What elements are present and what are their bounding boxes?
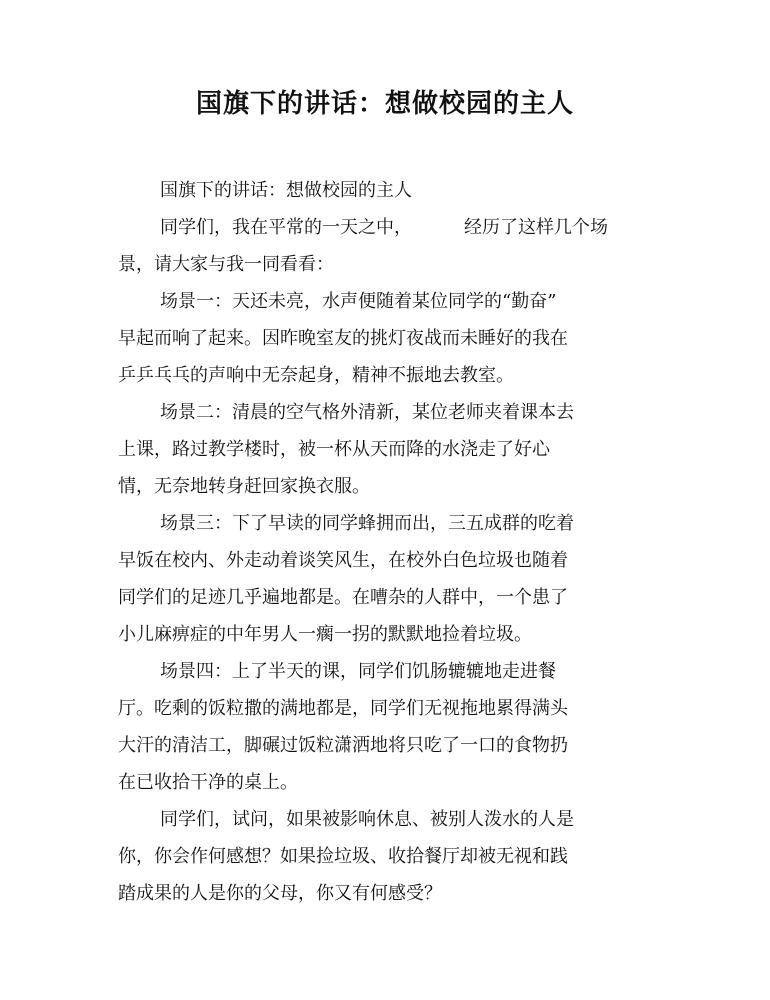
document-title: 国旗下的讲话：想做校园的主人: [195, 89, 574, 119]
paragraph: [118, 505, 658, 653]
text-line: 场景二：清晨的空气格外清新，某位老师夹着课本去: [160, 402, 574, 423]
text-line: 乒乒乓乓的声响中无奈起身，精神不振地去教室。: [118, 365, 514, 386]
text-line: 早起而响了起来。因昨晚室友的挑灯夜战而未睡好的我在: [118, 328, 568, 349]
text-line: 国旗下的讲话：想做校园的主人: [160, 180, 412, 201]
text-line: 场景三：下了早读的同学蜂拥而出，三五成群的吃着: [160, 513, 574, 534]
text-line: 同学们，试问，如果被影响休息、被别人泼水的人是: [160, 809, 574, 830]
paragraph: [118, 172, 658, 209]
document-body: [118, 172, 658, 912]
text-line: [118, 209, 658, 246]
text-line: 场景四：上了半天的课，同学们饥肠辘辘地走进餐: [160, 661, 556, 682]
text-segment: 经历了这样几个场: [464, 217, 608, 238]
text-line: 场景一：天还未亮，水声便随着某位同学的“勤奋”: [160, 291, 557, 312]
text-line: 上课，路过教学楼时，被一杯从天而降的水浇走了好心: [118, 439, 550, 460]
text-line: 早饭在校内、外走动着谈笑风生，在校外白色垃圾也随着: [118, 550, 568, 571]
text-line: 你，你会作何感想？如果捡垃圾、收拾餐厅却被无视和践: [118, 846, 568, 867]
text-line: 踏成果的人是你的父母，你又有何感受？: [118, 883, 442, 904]
paragraph: [118, 653, 658, 801]
text-line: 大汗的清洁工，脚碾过饭粒潇洒地将只吃了一口的食物扔: [118, 735, 568, 756]
text-segment: 同学们，我在平常的一天之中，: [160, 217, 412, 238]
text-line: 小儿麻痹症的中年男人一瘸一拐的默默地捡着垃圾。: [118, 624, 532, 645]
text-line: 在已收拾干净的桌上。: [118, 772, 298, 793]
paragraph: [118, 801, 658, 912]
text-line: 同学们的足迹几乎遍地都是。在嘈杂的人群中，一个患了: [118, 587, 568, 608]
paragraph: [118, 209, 658, 283]
text-line: 情，无奈地转身赶回家换衣服。: [118, 476, 370, 497]
paragraph: [118, 283, 658, 394]
text-line: 厅。吃剩的饭粒撒的满地都是，同学们无视拖地累得满头: [118, 698, 568, 719]
paragraph: [118, 394, 658, 505]
text-line: 景，请大家与我一同看看：: [118, 254, 334, 275]
